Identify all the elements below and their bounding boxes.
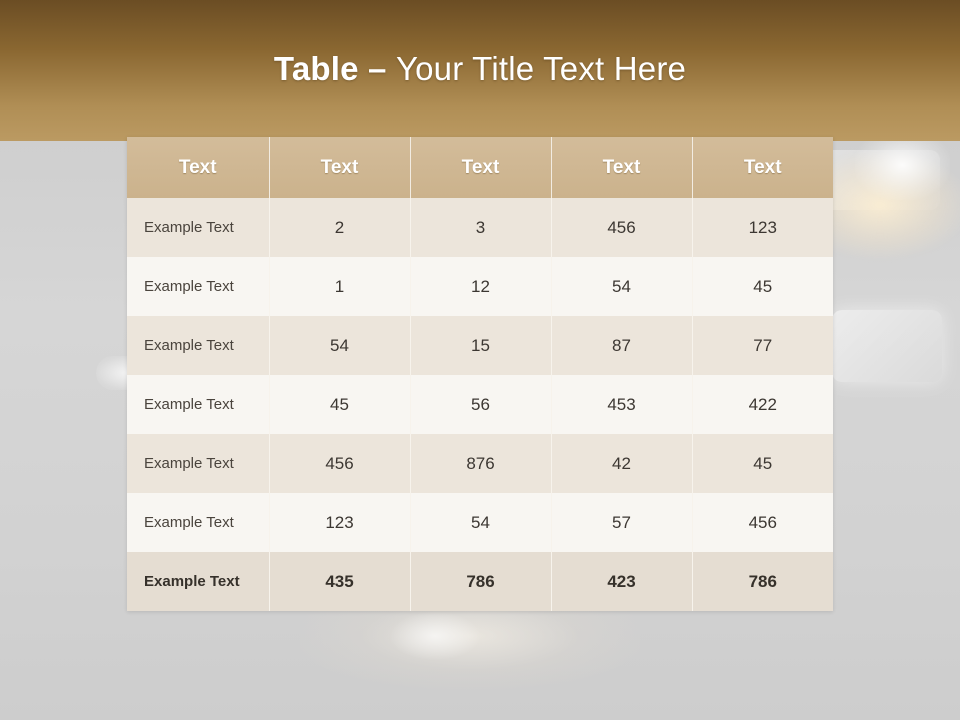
row-cell: 54 bbox=[410, 493, 551, 552]
row-cell: 77 bbox=[692, 316, 833, 375]
data-table bbox=[127, 137, 833, 611]
table-total-row bbox=[127, 552, 833, 611]
column-header-3[interactable]: Text bbox=[551, 137, 692, 198]
row-cell: 422 bbox=[692, 375, 833, 434]
row-cell: 56 bbox=[410, 375, 551, 434]
row-label: Example Text bbox=[127, 257, 269, 316]
page-title bbox=[0, 50, 960, 88]
row-cell: 453 bbox=[551, 375, 692, 434]
table-row bbox=[127, 316, 833, 375]
row-cell: 786 bbox=[692, 552, 833, 611]
row-cell: 456 bbox=[692, 493, 833, 552]
decorative-plate-right bbox=[832, 310, 942, 382]
row-cell: 435 bbox=[269, 552, 410, 611]
row-cell: 3 bbox=[410, 198, 551, 257]
table-body bbox=[127, 198, 833, 611]
table-row bbox=[127, 198, 833, 257]
row-label: Example Text bbox=[127, 434, 269, 493]
row-cell: 876 bbox=[410, 434, 551, 493]
table-row bbox=[127, 257, 833, 316]
row-cell: 1 bbox=[269, 257, 410, 316]
row-label: Example Text bbox=[127, 375, 269, 434]
row-label: Example Text bbox=[127, 493, 269, 552]
row-cell: 123 bbox=[269, 493, 410, 552]
row-cell: 45 bbox=[692, 434, 833, 493]
table-container bbox=[127, 137, 833, 611]
column-header-4[interactable]: Text bbox=[692, 137, 833, 198]
row-cell: 54 bbox=[269, 316, 410, 375]
row-cell: 15 bbox=[410, 316, 551, 375]
table-header-row bbox=[127, 137, 833, 198]
page-title-light: Your Title Text Here bbox=[395, 50, 687, 87]
row-cell: 2 bbox=[269, 198, 410, 257]
row-cell: 87 bbox=[551, 316, 692, 375]
page-title-bold: Table – bbox=[273, 50, 396, 87]
table-row bbox=[127, 493, 833, 552]
row-cell: 123 bbox=[692, 198, 833, 257]
row-cell: 54 bbox=[551, 257, 692, 316]
row-cell: 57 bbox=[551, 493, 692, 552]
row-cell: 423 bbox=[551, 552, 692, 611]
table-header-row-group bbox=[127, 137, 833, 198]
row-cell: 45 bbox=[692, 257, 833, 316]
column-header-2[interactable]: Text bbox=[410, 137, 551, 198]
table-row bbox=[127, 375, 833, 434]
row-cell: 45 bbox=[269, 375, 410, 434]
row-label: Example Text bbox=[127, 552, 269, 611]
decorative-glow-bottom-small bbox=[390, 612, 480, 660]
row-cell: 786 bbox=[410, 552, 551, 611]
row-label: Example Text bbox=[127, 198, 269, 257]
row-cell: 42 bbox=[551, 434, 692, 493]
column-header-1[interactable]: Text bbox=[269, 137, 410, 198]
row-cell: 456 bbox=[269, 434, 410, 493]
row-cell: 456 bbox=[551, 198, 692, 257]
table-row bbox=[127, 434, 833, 493]
row-cell: 12 bbox=[410, 257, 551, 316]
column-header-0[interactable]: Text bbox=[127, 137, 269, 198]
row-label: Example Text bbox=[127, 316, 269, 375]
